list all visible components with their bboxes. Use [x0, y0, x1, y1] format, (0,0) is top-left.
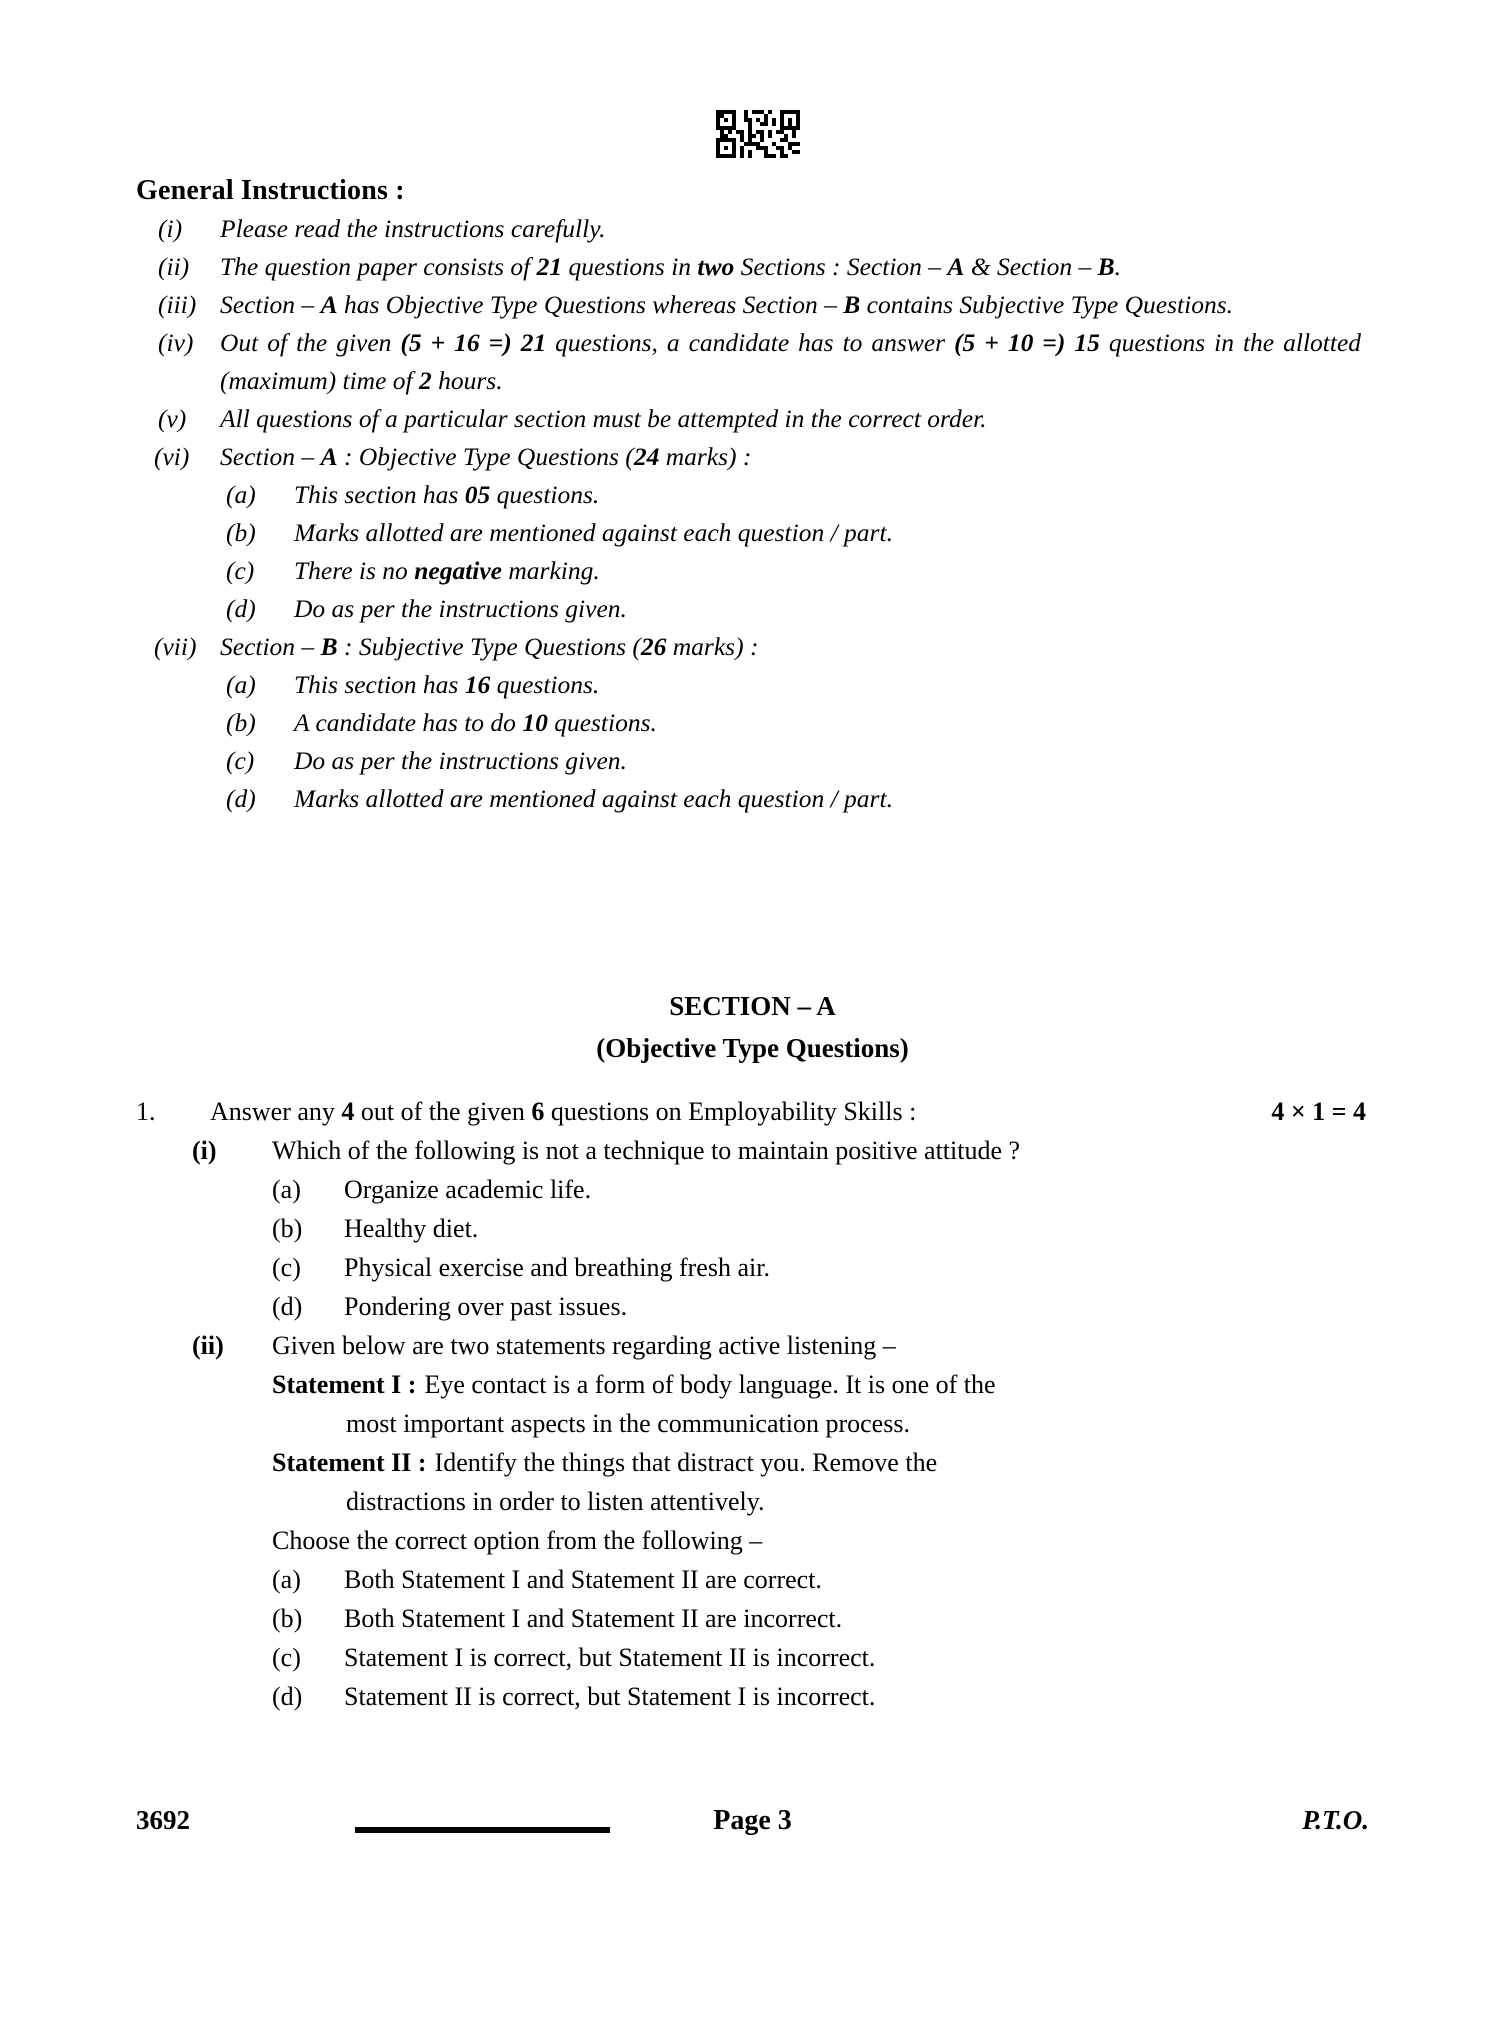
option-marker: (c): [272, 1643, 301, 1672]
instruction-item: [136, 210, 1361, 248]
option-row[interactable]: [272, 1560, 1366, 1599]
subitem-text: This section has 16 questions.: [294, 670, 600, 699]
qr-code-icon: [716, 110, 800, 158]
question-part: [192, 1326, 1366, 1716]
option-text: Both Statement I and Statement II are correct.: [344, 1565, 822, 1594]
subitem-marker: (d): [226, 594, 256, 623]
statement-line-2: distractions in order to listen attentively.: [346, 1487, 765, 1516]
stem-suffix: questions on Employability Skills :: [544, 1097, 917, 1126]
option-text: Statement II is correct, but Statement I is incorrect.: [344, 1682, 876, 1711]
question-number: 1.: [136, 1097, 156, 1126]
instruction-marker: (v): [158, 404, 187, 433]
statement-separator: :: [417, 1448, 427, 1477]
option-marker: (d): [272, 1682, 303, 1711]
option-row[interactable]: [272, 1599, 1366, 1638]
subitem-text: Do as per the instructions given.: [294, 594, 627, 623]
option-list: [272, 1170, 1366, 1326]
option-marker: (b): [272, 1214, 303, 1243]
subitem-text: This section has 05 questions.: [294, 480, 600, 509]
instruction-subitems: [220, 666, 1361, 818]
section-title: SECTION – A: [669, 991, 836, 1021]
instruction-subitem: [220, 666, 1361, 704]
instruction-subitem: [220, 552, 1361, 590]
option-text: Healthy diet.: [344, 1214, 479, 1243]
question-stem-text: [210, 1092, 1366, 1131]
option-text: Both Statement I and Statement II are incorrect.: [344, 1604, 843, 1633]
stem-count-answer: 4: [341, 1097, 355, 1126]
option-marker: (a): [272, 1565, 301, 1594]
section-heading: [0, 985, 1505, 1069]
instruction-marker: (vi): [154, 442, 190, 471]
part-marker: (i): [192, 1136, 217, 1165]
subitem-marker: (a): [226, 480, 256, 509]
option-list: [272, 1560, 1366, 1716]
instruction-item: [136, 324, 1361, 400]
subitem-text: A candidate has to do 10 questions.: [294, 708, 657, 737]
question-1-stem: [136, 1092, 1366, 1131]
option-row[interactable]: [272, 1209, 1366, 1248]
question-marks: 4 × 1 = 4: [1271, 1097, 1366, 1126]
statement-line-2: most important aspects in the communication process.: [346, 1409, 910, 1438]
option-text: Pondering over past issues.: [344, 1292, 628, 1321]
subitem-text: Marks allotted are mentioned against each question / part.: [294, 518, 893, 547]
instruction-item: [136, 628, 1361, 666]
option-marker: (c): [272, 1253, 301, 1282]
option-text: Organize academic life.: [344, 1175, 592, 1204]
instruction-subitem: [220, 742, 1361, 780]
page-number: Page 3: [713, 1805, 792, 1836]
statement-line-1: Identify the things that distract you. Remove the: [434, 1448, 938, 1477]
instruction-subitem: [220, 476, 1361, 514]
pto-label: P.T.O.: [1302, 1805, 1369, 1835]
instruction-item: [136, 248, 1361, 286]
option-marker: (d): [272, 1292, 303, 1321]
question-part: [192, 1131, 1366, 1326]
statement-label: [272, 1365, 424, 1404]
part-question-text: Which of the following is not a technique to maintain positive attitude ?: [272, 1136, 1021, 1165]
section-subtitle: (Objective Type Questions): [596, 1033, 909, 1063]
subitem-marker: (c): [226, 556, 255, 585]
subitem-text: Do as per the instructions given.: [294, 746, 627, 775]
subitem-text: Marks allotted are mentioned against each question / part.: [294, 784, 893, 813]
instruction-subitem: [220, 590, 1361, 628]
paper-code: 3692: [136, 1805, 190, 1835]
instruction-marker: (iv): [158, 328, 194, 357]
instruction-text: The question paper consists of 21 questions in two Sections : Section – A & Section – B.: [220, 252, 1121, 281]
instruction-marker: (iii): [158, 290, 197, 319]
instruction-marker: (ii): [158, 252, 190, 281]
instruction-subitem: [220, 704, 1361, 742]
instruction-text: All questions of a particular section must be attempted in the correct order.: [220, 404, 987, 433]
instruction-item: [136, 286, 1361, 324]
option-row[interactable]: [272, 1677, 1366, 1716]
option-marker: (a): [272, 1175, 301, 1204]
option-text: Physical exercise and breathing fresh air.: [344, 1253, 770, 1282]
part-marker: (ii): [192, 1331, 224, 1360]
instruction-subitem: [220, 514, 1361, 552]
stem-count-given: 6: [531, 1097, 545, 1126]
instruction-item: [136, 400, 1361, 438]
subitem-text: There is no negative marking.: [294, 556, 600, 585]
option-row[interactable]: [272, 1638, 1366, 1677]
instruction-item: [136, 438, 1361, 476]
stem-prefix: Answer any: [210, 1097, 342, 1126]
instruction-subitem: [220, 780, 1361, 818]
general-instructions-heading: General Instructions :: [136, 175, 405, 206]
option-row[interactable]: [272, 1287, 1366, 1326]
statement-label-text: Statement II: [272, 1448, 412, 1477]
statement-row: [272, 1443, 1366, 1482]
part-question-text: Given below are two statements regarding active listening –: [272, 1331, 896, 1360]
statement-label: [272, 1443, 435, 1482]
subitem-marker: (c): [226, 746, 255, 775]
page-footer: [0, 1805, 1505, 1845]
option-row[interactable]: [272, 1170, 1366, 1209]
statement-label-text: Statement I: [272, 1370, 402, 1399]
statement-row: [272, 1365, 1366, 1404]
option-marker: (b): [272, 1604, 303, 1633]
instruction-text: Section – A : Objective Type Questions (24 marks) :: [220, 442, 752, 471]
subitem-marker: (a): [226, 670, 256, 699]
part-body: [272, 1131, 1366, 1326]
instruction-text: Out of the given (5 + 16 =) 21 questions, a candidate has to answer (5 + 10 =) 15 questions in the allotted (maximum) time of 2 hours.: [220, 328, 1362, 395]
instruction-marker: (i): [158, 214, 183, 243]
stem-mid: out of the given: [354, 1097, 532, 1126]
choose-option-prompt: Choose the correct option from the following –: [272, 1526, 763, 1555]
subitem-marker: (b): [226, 708, 256, 737]
option-text: Statement I is correct, but Statement II is incorrect.: [344, 1643, 876, 1672]
instruction-subitems: [220, 476, 1361, 628]
instruction-marker: (vii): [154, 632, 197, 661]
option-row[interactable]: [272, 1248, 1366, 1287]
subitem-marker: (d): [226, 784, 256, 813]
instruction-text: Section – A has Objective Type Questions whereas Section – B contains Subjective Type Questions.: [220, 290, 1233, 319]
instruction-text: Section – B : Subjective Type Questions (26 marks) :: [220, 632, 759, 661]
instruction-text: Please read the instructions carefully.: [220, 214, 606, 243]
part-body: [272, 1326, 1366, 1716]
statement-line-1: Eye contact is a form of body language. It is one of the: [424, 1370, 996, 1399]
subitem-marker: (b): [226, 518, 256, 547]
statement-separator: :: [407, 1370, 417, 1399]
question-1-block: [136, 1092, 1366, 1716]
general-instructions-list: [136, 210, 1361, 818]
